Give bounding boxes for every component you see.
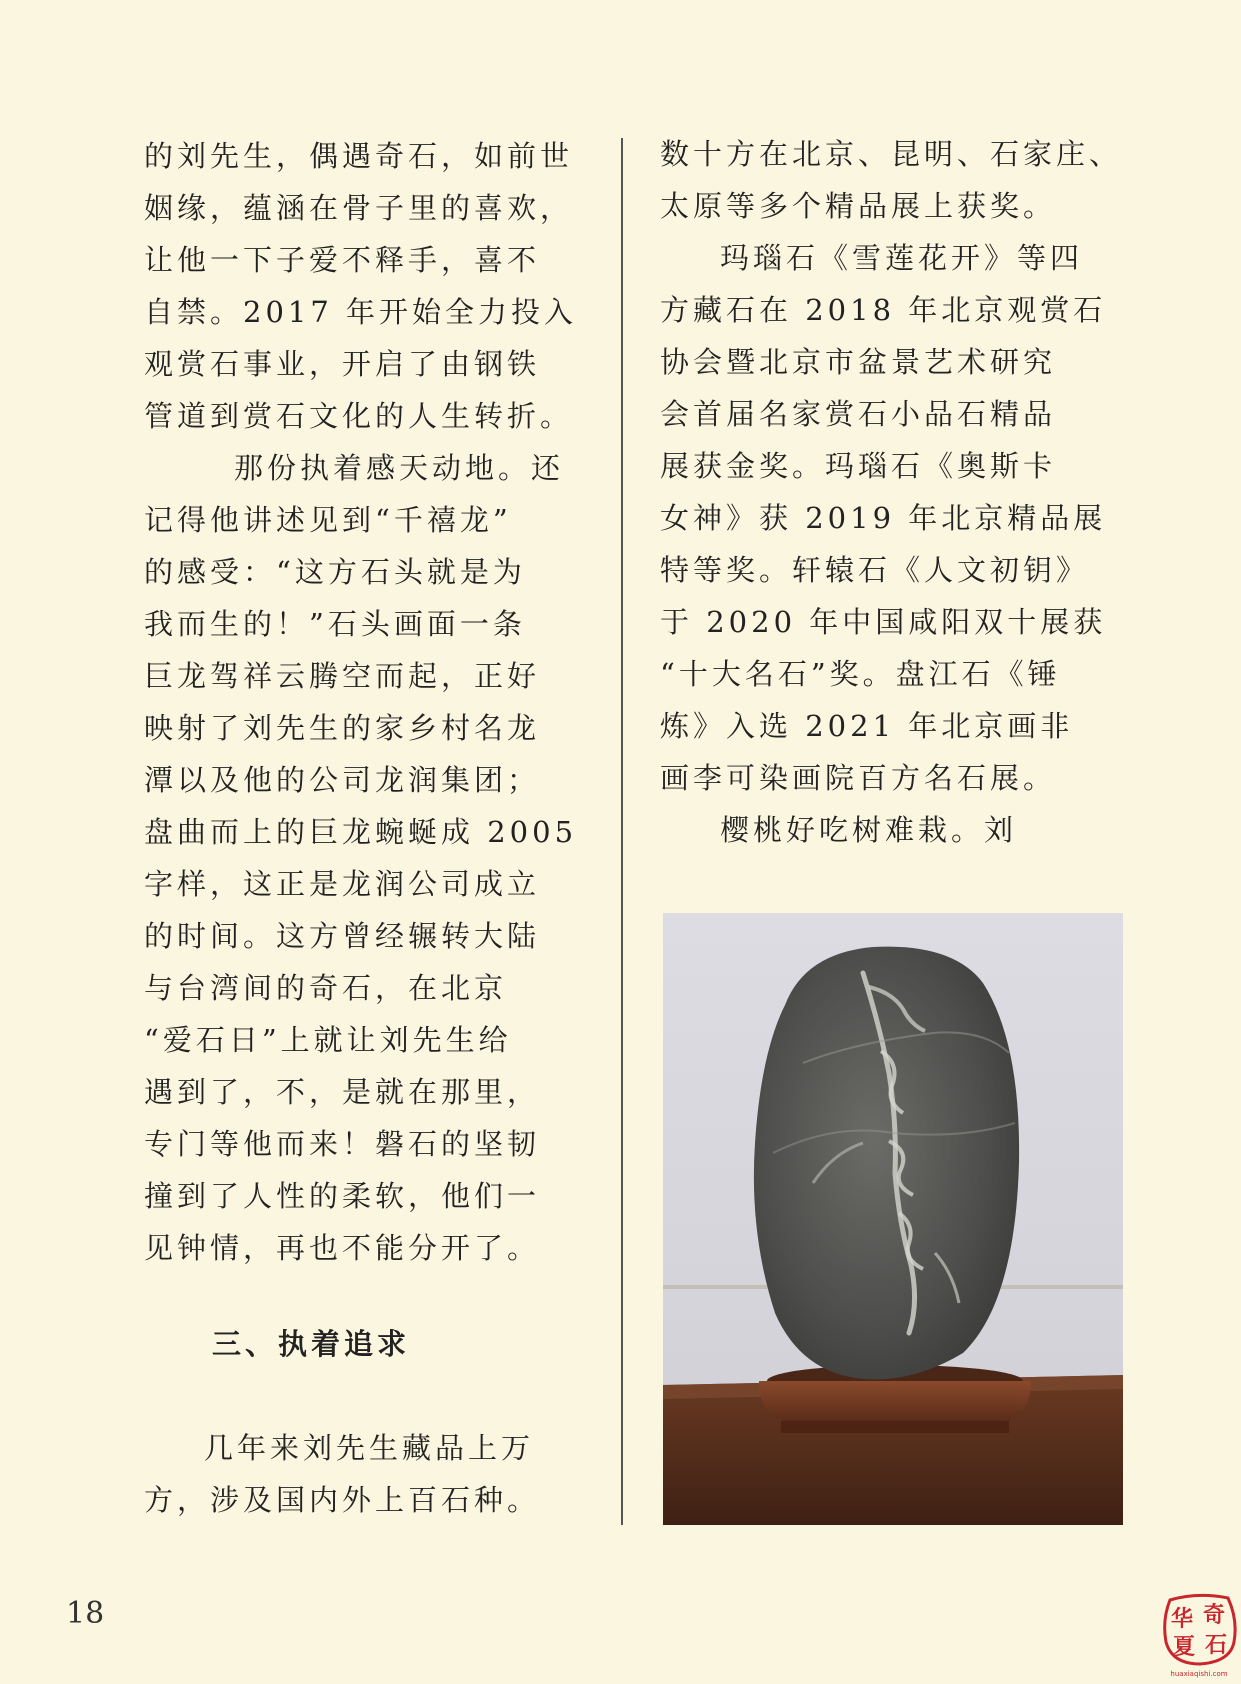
paragraph-line: 玛瑙石《雪莲花开》等四 — [720, 241, 1084, 275]
paragraph-line: 方，涉及国内外上百石种。 — [144, 1483, 541, 1517]
paragraph-line: 观赏石事业，开启了由钢铁 — [144, 347, 541, 381]
paragraph-line: 记得他讲述见到“千禧龙” — [144, 503, 512, 537]
paragraph-line: 姻缘，蕴涵在骨子里的喜欢， — [144, 191, 574, 225]
page-number: 18 — [66, 1596, 105, 1631]
paragraph-line: 炼》入选 2021 年北京画非 — [660, 709, 1074, 743]
paragraph-line: 盘曲而上的巨龙蜿蜒成 2005 — [144, 815, 578, 849]
paragraph-line: 于 2020 年中国咸阳双十展获 — [660, 605, 1107, 639]
seal-icon — [1158, 1590, 1240, 1680]
paragraph-line: 与台湾间的奇石，在北京 — [144, 971, 508, 1005]
paragraph-line: 会首届名家赏石小品石精品 — [660, 397, 1057, 431]
paragraph-line: 见钟情，再也不能分开了。 — [144, 1231, 541, 1265]
paragraph-line: 数十方在北京、昆明、石家庄、 — [660, 137, 1123, 171]
column-divider — [621, 138, 623, 1525]
paragraph-line: 遇到了，不，是就在那里， — [144, 1075, 541, 1109]
paragraph-line: “十大名石”奖。盘江石《锤 — [660, 657, 1061, 691]
paragraph-line: 樱桃好吃树难栽。刘 — [720, 813, 1018, 847]
paragraph-line: 的刘先生，偶遇奇石，如前世 — [144, 139, 574, 173]
paragraph-line: 的感受：“这方石头就是为 — [144, 555, 526, 589]
paragraph-line: 让他一下子爱不释手，喜不 — [144, 243, 541, 277]
paragraph-line: 潭以及他的公司龙润集团； — [144, 763, 541, 797]
paragraph-line: 那份执着感天动地。还 — [234, 451, 565, 485]
paragraph-line: 字样，这正是龙润公司成立 — [144, 867, 541, 901]
paragraph-line: 画李可染画院百方名石展。 — [660, 761, 1057, 795]
svg-text:huaxiaqishi.com: huaxiaqishi.com — [1170, 1670, 1228, 1678]
paragraph-line: 展获金奖。玛瑙石《奥斯卡 — [660, 449, 1057, 483]
right-column — [660, 128, 1123, 856]
stone-photo — [663, 913, 1123, 1525]
paragraph-line: 太原等多个精品展上获奖。 — [660, 189, 1057, 223]
paragraph-line: 撞到了人性的柔软，他们一 — [144, 1179, 541, 1213]
paragraph-line: 巨龙驾祥云腾空而起，正好 — [144, 659, 541, 693]
stone-photo-illustration — [663, 913, 1123, 1525]
svg-text:石: 石 — [1204, 1632, 1228, 1658]
svg-text:夏: 夏 — [1172, 1634, 1196, 1660]
svg-text:华: 华 — [1170, 1606, 1194, 1632]
paragraph-line: 我而生的！”石头画面一条 — [144, 607, 526, 641]
paragraph-line: 管道到赏石文化的人生转折。 — [144, 399, 574, 433]
svg-text:奇: 奇 — [1202, 1602, 1226, 1628]
paragraph-line: 专门等他而来！磐石的坚韧 — [144, 1127, 541, 1161]
paragraph-line: 方藏石在 2018 年北京观赏石 — [660, 293, 1107, 327]
site-logo — [1158, 1590, 1240, 1680]
section-heading: 三、执着追求 — [212, 1327, 411, 1361]
left-column — [144, 130, 584, 1526]
paragraph-line: 映射了刘先生的家乡村名龙 — [144, 711, 541, 745]
paragraph-line: 特等奖。轩辕石《人文初钥》 — [660, 553, 1090, 587]
paragraph-line: 女神》获 2019 年北京精品展 — [660, 501, 1107, 535]
paragraph-line: “爱石日”上就让刘先生给 — [144, 1023, 512, 1057]
paragraph-line: 协会暨北京市盆景艺术研究 — [660, 345, 1057, 379]
paragraph-line: 自禁。2017 年开始全力投入 — [144, 295, 578, 329]
paragraph-line: 的时间。这方曾经辗转大陆 — [144, 919, 541, 953]
paragraph-line: 几年来刘先生藏品上万 — [204, 1431, 535, 1465]
